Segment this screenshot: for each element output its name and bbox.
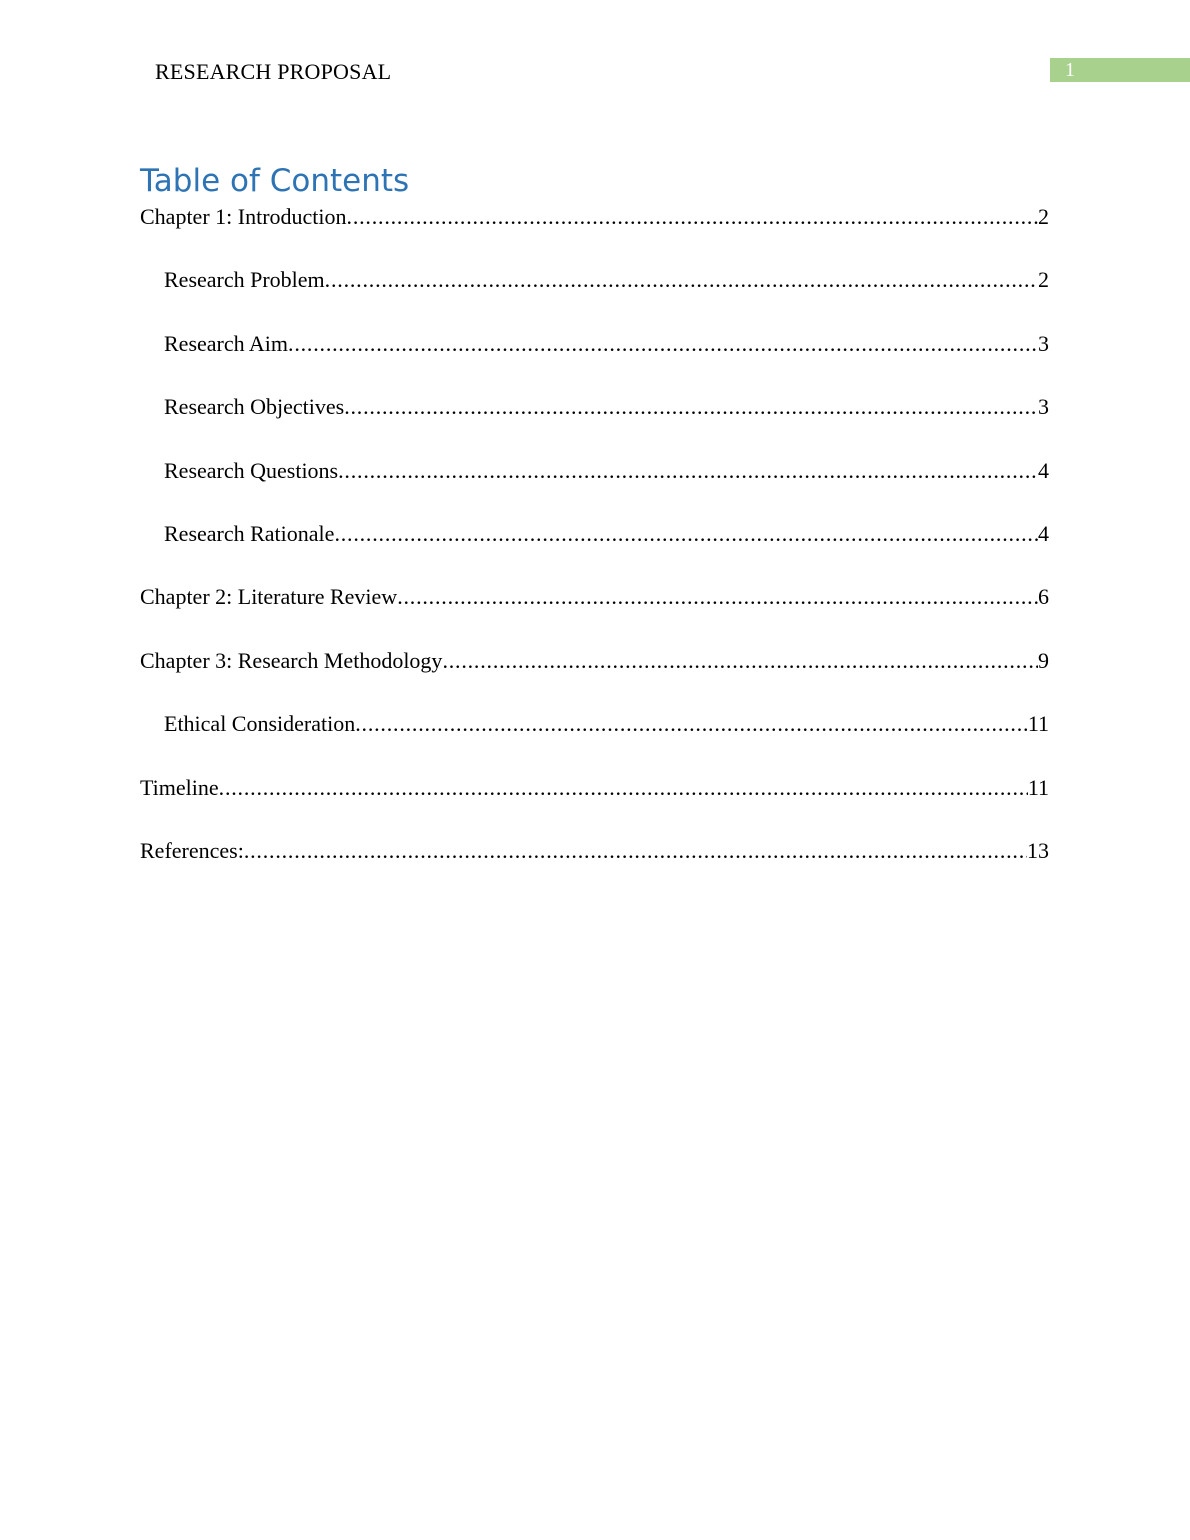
toc-entry[interactable]	[140, 646, 1049, 676]
toc-entry[interactable]	[140, 456, 1049, 486]
toc-entry-page-number: 4	[1038, 521, 1049, 546]
toc-entry-page-number: 4	[1038, 458, 1049, 483]
toc-entry[interactable]	[140, 519, 1049, 549]
toc-dot-leader	[219, 773, 1028, 803]
toc-entry-title: Ethical Consideration	[164, 711, 356, 736]
toc-entry-page-number: 6	[1038, 584, 1049, 609]
toc-dot-leader	[288, 329, 1038, 359]
toc-dot-leader	[338, 456, 1038, 486]
toc-entry[interactable]	[140, 773, 1049, 803]
toc-dot-leader	[325, 265, 1038, 295]
toc-entry-page-number: 11	[1027, 711, 1049, 736]
toc-entry-title: Research Objectives	[164, 394, 345, 419]
toc-entry[interactable]	[140, 329, 1049, 359]
toc-entry-title: Research Problem	[164, 267, 325, 292]
toc-entry-title: Chapter 2: Literature Review	[140, 584, 398, 609]
toc-dot-leader	[355, 709, 1028, 739]
toc-entry-title: Research Aim	[164, 331, 289, 356]
page-number-badge: 1	[1050, 58, 1190, 82]
toc-entry[interactable]	[140, 392, 1049, 422]
toc-entry-title: Chapter 3: Research Methodology	[140, 648, 443, 673]
toc-entry-page-number: 3	[1038, 394, 1049, 419]
toc-entry-page-number: 2	[1038, 204, 1049, 229]
toc-dot-leader	[397, 582, 1038, 612]
running-head: RESEARCH PROPOSAL	[155, 59, 392, 84]
toc-entry-title: Timeline	[140, 775, 219, 800]
toc-entry-title: References:	[140, 838, 244, 863]
toc-entry-page-number: 11	[1027, 775, 1049, 800]
toc-entry-page-number: 13	[1027, 838, 1049, 863]
toc-dot-leader	[334, 519, 1038, 549]
toc-entry-title: Chapter 1: Introduction	[140, 204, 347, 229]
toc-entry-page-number: 2	[1038, 267, 1049, 292]
toc-dot-leader	[344, 392, 1038, 422]
toc-entry-title: Research Questions	[164, 458, 339, 483]
toc-dot-leader	[244, 836, 1027, 866]
toc-entry[interactable]	[140, 265, 1049, 295]
toc-entry-page-number: 9	[1038, 648, 1049, 673]
toc-entry-page-number: 3	[1038, 331, 1049, 356]
toc-entry[interactable]	[140, 709, 1049, 739]
toc-entry[interactable]	[140, 836, 1049, 866]
toc-dot-leader	[442, 646, 1038, 676]
toc-dot-leader	[347, 202, 1038, 232]
toc-entry[interactable]	[140, 582, 1049, 612]
toc-entry-title: Research Rationale	[164, 521, 335, 546]
toc-heading: Table of Contents	[140, 163, 410, 199]
toc-entry[interactable]	[140, 202, 1049, 232]
